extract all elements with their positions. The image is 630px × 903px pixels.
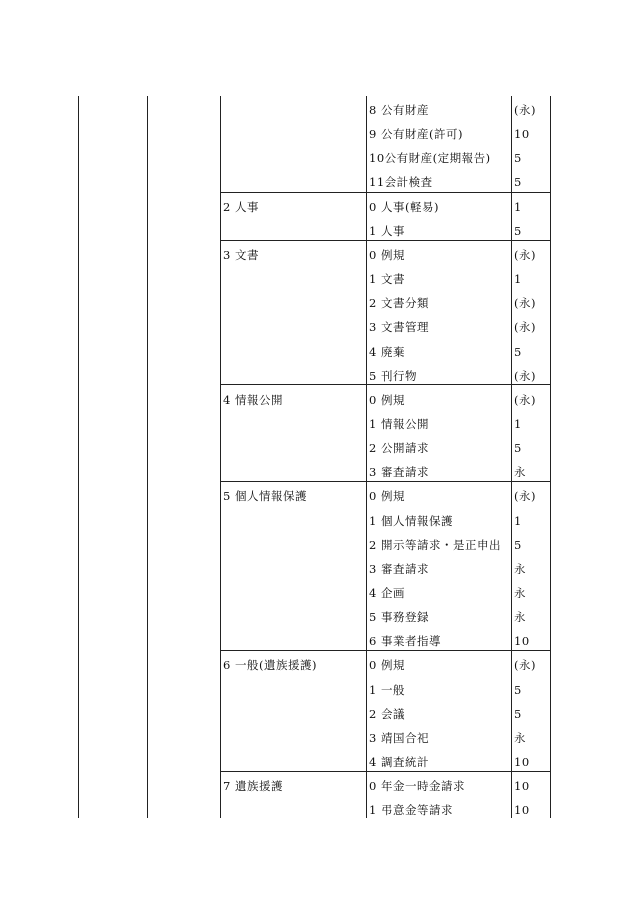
category-cell: 6 一般(遺族援護) [223, 658, 317, 672]
item-cell: 2 会議 [369, 707, 405, 721]
retention-period-cell: 永 [514, 731, 526, 745]
retention-period-cell: 10 [514, 755, 530, 769]
item-cell: 5 事務登録 [369, 610, 429, 624]
item-cell: 0 人事(軽易) [369, 200, 439, 214]
item-cell: 4 調査統計 [369, 755, 429, 769]
retention-period-cell: 5 [514, 707, 522, 721]
item-cell: 3 靖国合祀 [369, 731, 429, 745]
item-cell: 0 年金一時金請求 [369, 779, 465, 793]
group-separator [220, 384, 551, 385]
item-cell: 11会計検査 [369, 175, 433, 189]
retention-period-cell: (永) [514, 248, 536, 262]
item-cell: 2 開示等請求・是正申出 [369, 538, 501, 552]
group-separator [220, 650, 551, 651]
category-cell: 4 情報公開 [223, 393, 283, 407]
retention-period-cell: 1 [514, 417, 522, 431]
column-border-3 [220, 96, 221, 818]
item-cell: 1 一般 [369, 683, 405, 697]
item-cell: 0 例規 [369, 489, 405, 503]
item-cell: 0 例規 [369, 658, 405, 672]
item-cell: 0 例規 [369, 248, 405, 262]
retention-period-cell: 10 [514, 803, 530, 817]
item-cell: 3 審査請求 [369, 562, 429, 576]
group-separator [220, 240, 551, 241]
retention-period-cell: 5 [514, 224, 522, 238]
group-separator [220, 481, 551, 482]
item-cell: 2 文書分類 [369, 296, 429, 310]
item-cell: 3 文書管理 [369, 320, 429, 334]
retention-period-cell: 永 [514, 586, 526, 600]
item-cell: 6 事業者指導 [369, 634, 441, 648]
retention-period-cell: (永) [514, 296, 536, 310]
item-cell: 4 廃棄 [369, 345, 405, 359]
item-cell: 1 文書 [369, 272, 405, 286]
retention-period-cell: 10 [514, 779, 530, 793]
retention-period-cell: 永 [514, 562, 526, 576]
retention-period-cell: 5 [514, 538, 522, 552]
retention-period-cell: 10 [514, 127, 530, 141]
column-border-2 [147, 96, 148, 818]
item-cell: 1 個人情報保護 [369, 514, 453, 528]
item-cell: 8 公有財産 [369, 103, 429, 117]
retention-period-cell: 5 [514, 683, 522, 697]
column-border-1 [78, 96, 79, 818]
retention-period-cell: 1 [514, 272, 522, 286]
item-cell: 9 公有財産(許可) [369, 127, 463, 141]
retention-period-cell: (永) [514, 320, 536, 334]
item-cell: 4 企画 [369, 586, 405, 600]
retention-period-cell: 5 [514, 345, 522, 359]
category-cell: 5 個人情報保護 [223, 489, 307, 503]
retention-period-cell: 1 [514, 514, 522, 528]
item-cell: 2 公開請求 [369, 441, 429, 455]
retention-period-cell: (永) [514, 369, 536, 383]
group-separator [220, 192, 551, 193]
item-cell: 1 弔意金等請求 [369, 803, 453, 817]
retention-period-cell: (永) [514, 658, 536, 672]
item-cell: 0 例規 [369, 393, 405, 407]
retention-period-cell: 10 [514, 634, 530, 648]
retention-period-cell: 永 [514, 465, 526, 479]
retention-period-cell: (永) [514, 103, 536, 117]
retention-period-cell: (永) [514, 393, 536, 407]
retention-period-cell: 5 [514, 151, 522, 165]
retention-period-cell: 1 [514, 200, 522, 214]
category-cell: 3 文書 [223, 248, 259, 262]
item-cell: 1 情報公開 [369, 417, 429, 431]
category-cell: 2 人事 [223, 200, 259, 214]
retention-period-cell: 5 [514, 175, 522, 189]
item-cell: 3 審査請求 [369, 465, 429, 479]
item-cell: 10公有財産(定期報告) [369, 151, 491, 165]
item-cell: 5 刊行物 [369, 369, 417, 383]
item-cell: 1 人事 [369, 224, 405, 238]
group-separator [220, 771, 551, 772]
column-border-4 [366, 96, 367, 818]
retention-period-cell: 永 [514, 610, 526, 624]
column-border-5 [511, 96, 512, 818]
retention-period-cell: 5 [514, 441, 522, 455]
column-border-6 [550, 96, 551, 818]
retention-period-cell: (永) [514, 489, 536, 503]
category-cell: 7 遺族援護 [223, 779, 283, 793]
